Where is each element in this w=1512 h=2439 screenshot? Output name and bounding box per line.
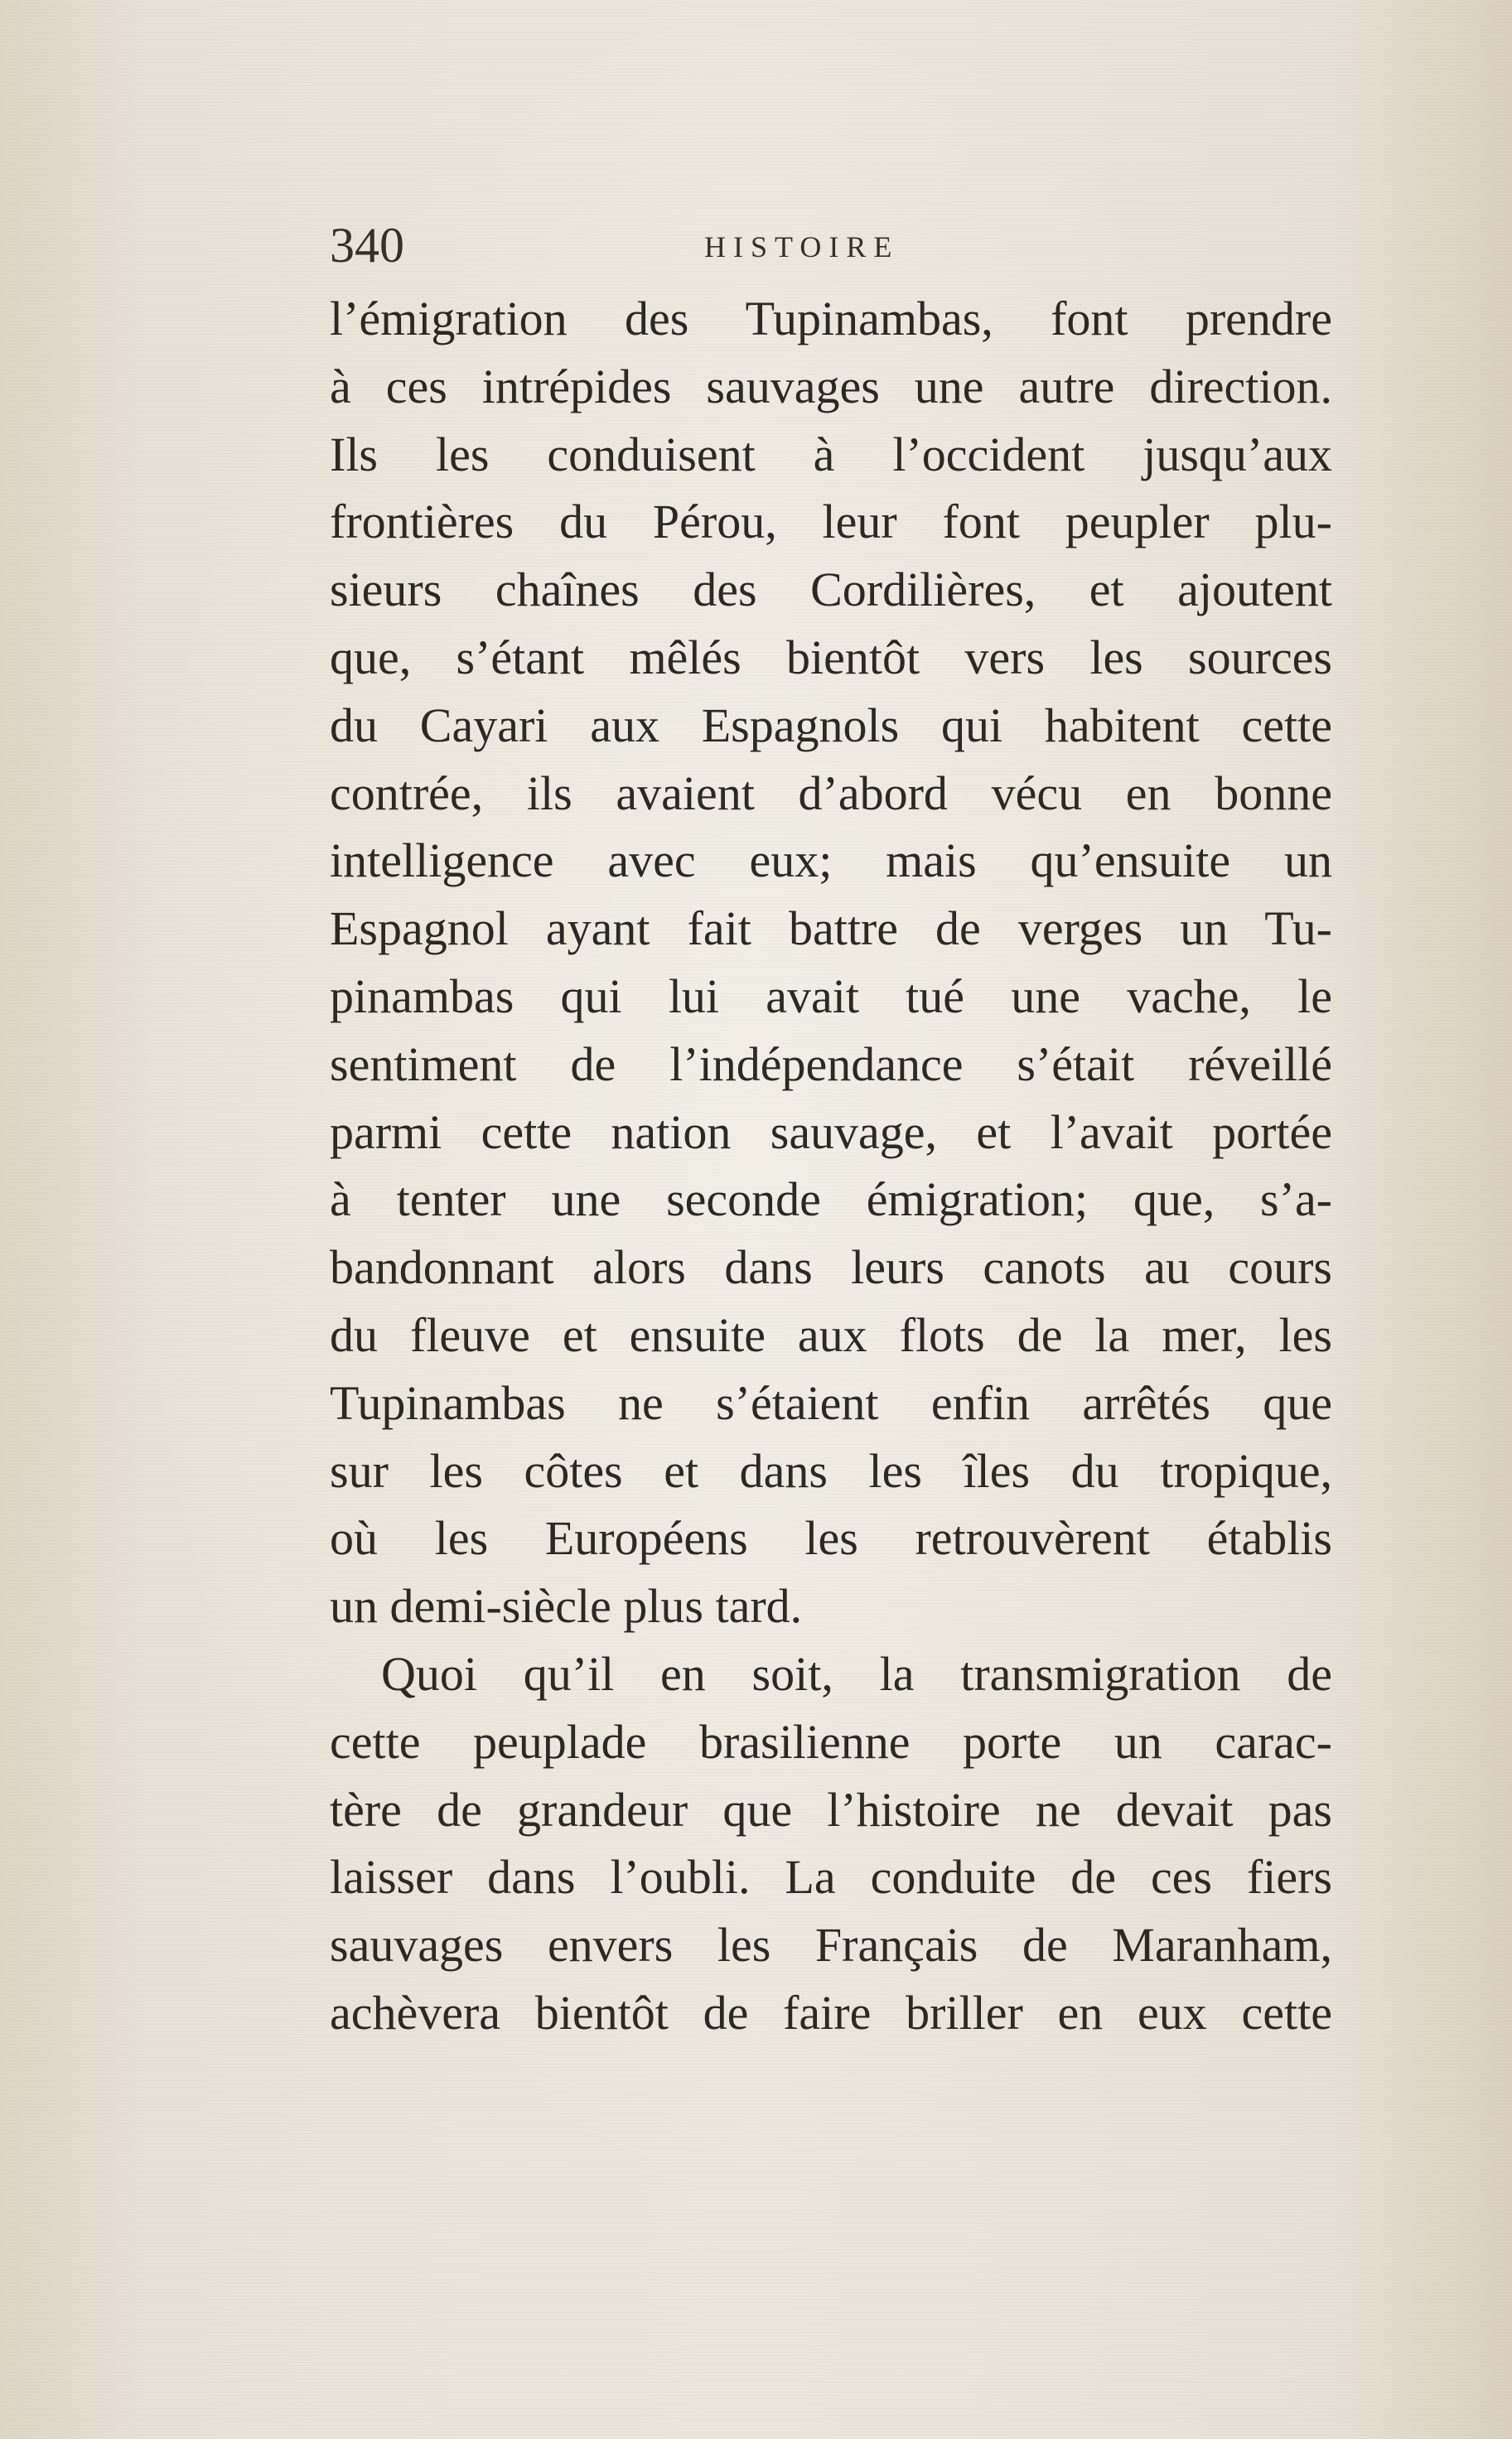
text-line: du Cayari aux Espagnols qui habitent cette: [330, 698, 1332, 752]
text-line: bandonnant alors dans leurs canots au cours: [330, 1240, 1332, 1295]
text-line: tère de grandeur que l’histoire ne devait pas: [330, 1782, 1332, 1837]
text-line: à ces intrépides sauvages une autre direction.: [330, 359, 1332, 413]
text-line: que, s’étant mêlés bientôt vers les sources: [330, 630, 1332, 684]
text-line: un demi-siècle plus tard.: [330, 1579, 803, 1634]
text-line: frontières du Pérou, leur font peupler plu-: [330, 495, 1332, 549]
text-line: intelligence avec eux; mais qu’ensuite un: [330, 833, 1332, 888]
text-line: sentiment de l’indépendance s’était réveillé: [330, 1036, 1332, 1091]
text-line: l’émigration des Tupinambas, font prendre: [330, 292, 1332, 345]
page-header: [330, 214, 1332, 277]
text-line: parmi cette nation sauvage, et l’avait portée: [330, 1104, 1332, 1159]
text-line: sur les côtes et dans les îles du tropique,: [330, 1443, 1332, 1498]
text-line: laisser dans l’oubli. La conduite de ces fiers: [330, 1850, 1332, 1905]
text-line: sauvages envers les Français de Maranham,: [330, 1918, 1332, 1973]
text-line: Tupinambas ne s’étaient enfin arrêtés que: [330, 1375, 1332, 1430]
text-line: Ils les conduisent à l’occident jusqu’aux: [330, 427, 1332, 481]
running-head: HISTOIRE: [704, 230, 900, 263]
body-text: [330, 285, 1332, 2047]
text-line: contrée, ils avaient d’abord vécu en bonne: [330, 766, 1332, 820]
text-line: pinambas qui lui avait tué une vache, le: [330, 968, 1332, 1023]
text-line: du fleuve et ensuite aux flots de la mer, les: [330, 1307, 1332, 1362]
text-line: Espagnol ayant fait battre de verges un Tu-: [330, 901, 1332, 956]
text-line: Quoi qu’il en soit, la transmigration de: [381, 1646, 1332, 1701]
text-line: où les Européens les retrouvèrent établis: [330, 1511, 1332, 1566]
text-line: sieurs chaînes des Cordilières, et ajoutent: [330, 563, 1332, 617]
page-number: 340: [330, 218, 404, 273]
text-line: achèvera bientôt de faire briller en eux cette: [330, 1985, 1332, 2040]
text-line: à tenter une seconde émigration; que, s’a-: [330, 1172, 1332, 1227]
text-line: cette peuplade brasilienne porte un carac-: [330, 1714, 1332, 1769]
